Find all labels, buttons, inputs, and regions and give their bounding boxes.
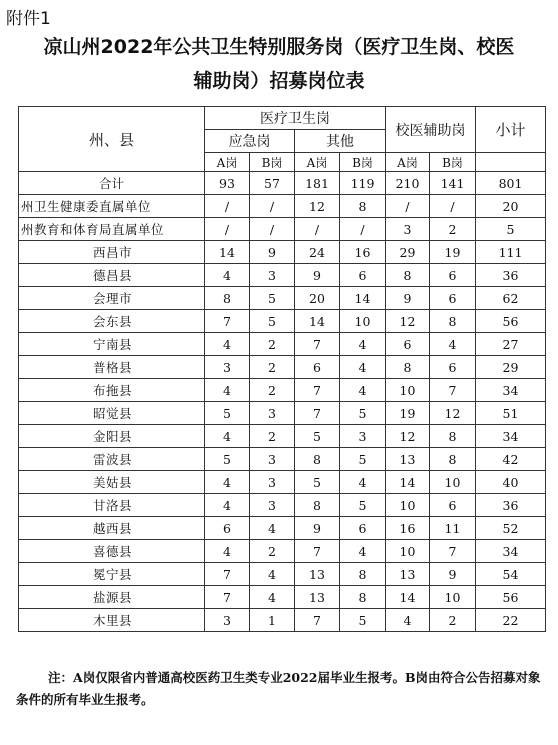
header-school-a: A岗 xyxy=(386,153,430,172)
table-cell: 6 xyxy=(340,517,386,540)
table-cell: 4 xyxy=(205,425,250,448)
table-cell: 4 xyxy=(386,609,430,632)
table-cell: 3 xyxy=(340,425,386,448)
region-name: 木里县 xyxy=(19,609,205,632)
table-cell: 12 xyxy=(295,195,340,218)
region-name: 金阳县 xyxy=(19,425,205,448)
table-cell: 19 xyxy=(386,402,430,425)
table-cell: 181 xyxy=(295,172,340,195)
table-cell: 8 xyxy=(340,586,386,609)
table-cell: 9 xyxy=(250,241,295,264)
table-cell: 8 xyxy=(205,287,250,310)
table-cell: 4 xyxy=(340,471,386,494)
table-cell: 2 xyxy=(250,379,295,402)
table-cell: 6 xyxy=(430,494,476,517)
table-cell: 6 xyxy=(295,356,340,379)
table-cell: 5 xyxy=(205,448,250,471)
table-cell: 7 xyxy=(295,379,340,402)
table-row xyxy=(19,241,546,264)
header-other-a: A岗 xyxy=(295,153,340,172)
table-cell: 3 xyxy=(250,448,295,471)
table-cell: 10 xyxy=(430,586,476,609)
title-line-1: 凉山州2022年公共卫生特别服务岗（医疗卫生岗、校医 xyxy=(43,36,515,58)
table-cell: 7 xyxy=(430,379,476,402)
region-name: 美姑县 xyxy=(19,471,205,494)
table-cell: 14 xyxy=(205,241,250,264)
table-cell: 6 xyxy=(386,333,430,356)
table-cell: 4 xyxy=(250,586,295,609)
table-cell: 5 xyxy=(250,287,295,310)
region-name: 雷波县 xyxy=(19,448,205,471)
table-cell: 7 xyxy=(205,310,250,333)
table-cell: 7 xyxy=(205,586,250,609)
table-cell: 8 xyxy=(295,494,340,517)
table-cell: 14 xyxy=(295,310,340,333)
table-cell: 3 xyxy=(386,218,430,241)
table-cell: 4 xyxy=(205,264,250,287)
table-cell: 16 xyxy=(386,517,430,540)
table-cell: 7 xyxy=(430,540,476,563)
header-emergency: 应急岗 xyxy=(205,130,295,153)
table-cell: 4 xyxy=(340,540,386,563)
table-cell: / xyxy=(205,195,250,218)
region-name: 合计 xyxy=(19,172,205,195)
table-cell: / xyxy=(386,195,430,218)
region-name: 会理市 xyxy=(19,287,205,310)
table-cell: 2 xyxy=(430,218,476,241)
table-cell: 34 xyxy=(476,379,546,402)
table-cell: 36 xyxy=(476,494,546,517)
table-cell: 1 xyxy=(250,609,295,632)
table-cell: 13 xyxy=(386,563,430,586)
table-cell: / xyxy=(340,218,386,241)
table-cell: 13 xyxy=(386,448,430,471)
table-cell: 5 xyxy=(205,402,250,425)
table-cell: 6 xyxy=(430,264,476,287)
region-name: 甘洛县 xyxy=(19,494,205,517)
table-cell: 7 xyxy=(295,540,340,563)
table-cell: 4 xyxy=(340,333,386,356)
table-row xyxy=(19,333,546,356)
table-cell: 6 xyxy=(430,356,476,379)
table-cell: 8 xyxy=(340,563,386,586)
table-row xyxy=(19,517,546,540)
table-cell: 2 xyxy=(250,540,295,563)
table-cell: 5 xyxy=(340,494,386,517)
table-cell: 42 xyxy=(476,448,546,471)
header-subtotal-blank xyxy=(476,153,546,172)
table-cell: 56 xyxy=(476,586,546,609)
table-cell: 10 xyxy=(430,471,476,494)
table-cell: 119 xyxy=(340,172,386,195)
table-cell: 4 xyxy=(250,563,295,586)
table-row xyxy=(19,494,546,517)
header-emergency-b: B岗 xyxy=(250,153,295,172)
region-name: 喜德县 xyxy=(19,540,205,563)
table-cell: 54 xyxy=(476,563,546,586)
region-name: 冕宁县 xyxy=(19,563,205,586)
table-cell: 5 xyxy=(250,310,295,333)
table-cell: 111 xyxy=(476,241,546,264)
region-name: 越西县 xyxy=(19,517,205,540)
table-row xyxy=(19,287,546,310)
table-cell: 3 xyxy=(205,609,250,632)
table-row xyxy=(19,448,546,471)
table-cell: 14 xyxy=(386,471,430,494)
table-row xyxy=(19,195,546,218)
header-subtotal: 小计 xyxy=(476,107,546,153)
region-name: 州教育和体育局直属单位 xyxy=(19,218,205,241)
table-cell: 5 xyxy=(476,218,546,241)
table-cell: 8 xyxy=(386,264,430,287)
table-cell: 22 xyxy=(476,609,546,632)
table-cell: 56 xyxy=(476,310,546,333)
header-region: 州、县 xyxy=(19,107,205,172)
table-row xyxy=(19,563,546,586)
table-cell: 29 xyxy=(386,241,430,264)
table-row xyxy=(19,172,546,195)
table-row xyxy=(19,356,546,379)
table-cell: 5 xyxy=(295,471,340,494)
table-cell: 57 xyxy=(250,172,295,195)
table-row xyxy=(19,425,546,448)
table-cell: / xyxy=(295,218,340,241)
table-cell: 34 xyxy=(476,425,546,448)
region-name: 盐源县 xyxy=(19,586,205,609)
table-cell: 7 xyxy=(295,333,340,356)
table-cell: 93 xyxy=(205,172,250,195)
table-cell: 10 xyxy=(386,494,430,517)
table-cell: 7 xyxy=(295,402,340,425)
table-cell: 801 xyxy=(476,172,546,195)
table-cell: 8 xyxy=(386,356,430,379)
region-name: 昭觉县 xyxy=(19,402,205,425)
table-cell: 4 xyxy=(430,333,476,356)
table-cell: / xyxy=(430,195,476,218)
table-cell: 2 xyxy=(250,356,295,379)
table-cell: 4 xyxy=(205,333,250,356)
table-cell: 40 xyxy=(476,471,546,494)
table-cell: 51 xyxy=(476,402,546,425)
table-cell: 3 xyxy=(205,356,250,379)
table-cell: 8 xyxy=(430,425,476,448)
table-cell: 9 xyxy=(295,517,340,540)
header-other-b: B岗 xyxy=(340,153,386,172)
table-cell: 13 xyxy=(295,563,340,586)
region-name: 布拖县 xyxy=(19,379,205,402)
table-row xyxy=(19,402,546,425)
table-cell: 6 xyxy=(430,287,476,310)
table-cell: 5 xyxy=(340,448,386,471)
table-cell: 12 xyxy=(430,402,476,425)
table-cell: 7 xyxy=(205,563,250,586)
table-row xyxy=(19,264,546,287)
table-cell: 9 xyxy=(295,264,340,287)
table-cell: 11 xyxy=(430,517,476,540)
table-cell: 10 xyxy=(386,379,430,402)
region-name: 普格县 xyxy=(19,356,205,379)
table-cell: 6 xyxy=(205,517,250,540)
header-medical: 医疗卫生岗 xyxy=(205,107,386,130)
header-school-b: B岗 xyxy=(430,153,476,172)
region-name: 会东县 xyxy=(19,310,205,333)
table-cell: 8 xyxy=(295,448,340,471)
header-school: 校医辅助岗 xyxy=(386,107,476,153)
page-title xyxy=(0,30,558,98)
recruitment-table xyxy=(18,106,546,632)
table-cell: 141 xyxy=(430,172,476,195)
table-cell: 3 xyxy=(250,494,295,517)
attachment-label: 附件1 xyxy=(6,9,51,29)
table-cell: 13 xyxy=(295,586,340,609)
table-cell: 2 xyxy=(430,609,476,632)
table-cell: 14 xyxy=(386,586,430,609)
table-cell: 8 xyxy=(340,195,386,218)
table-cell: 12 xyxy=(386,310,430,333)
table-cell: 4 xyxy=(205,494,250,517)
table-cell: / xyxy=(250,195,295,218)
table-cell: 24 xyxy=(295,241,340,264)
table-cell: 34 xyxy=(476,540,546,563)
table-cell: 2 xyxy=(250,333,295,356)
region-name: 州卫生健康委直属单位 xyxy=(19,195,205,218)
table-cell: 29 xyxy=(476,356,546,379)
table-cell: 14 xyxy=(340,287,386,310)
table-row xyxy=(19,540,546,563)
region-name: 德昌县 xyxy=(19,264,205,287)
header-other: 其他 xyxy=(295,130,386,153)
title-line-2: 辅助岗）招募岗位表 xyxy=(193,70,365,92)
table-cell: 4 xyxy=(205,471,250,494)
table-cell: 20 xyxy=(476,195,546,218)
table-cell: 4 xyxy=(340,356,386,379)
table-cell: 10 xyxy=(340,310,386,333)
table-row xyxy=(19,218,546,241)
table-row xyxy=(19,471,546,494)
table-cell: 9 xyxy=(386,287,430,310)
table-cell: 16 xyxy=(340,241,386,264)
table-cell: 4 xyxy=(205,379,250,402)
table-cell: 62 xyxy=(476,287,546,310)
table-cell: 12 xyxy=(386,425,430,448)
table-cell: 4 xyxy=(205,540,250,563)
table-cell: 3 xyxy=(250,402,295,425)
table-row xyxy=(19,609,546,632)
table-cell: 5 xyxy=(340,402,386,425)
header-emergency-a: A岗 xyxy=(205,153,250,172)
table-cell: 6 xyxy=(340,264,386,287)
table-cell: 4 xyxy=(250,517,295,540)
region-name: 西昌市 xyxy=(19,241,205,264)
table-cell: 2 xyxy=(250,425,295,448)
table-cell: 4 xyxy=(340,379,386,402)
table-cell: 8 xyxy=(430,448,476,471)
table-cell: 20 xyxy=(295,287,340,310)
table-cell: 19 xyxy=(430,241,476,264)
table-cell: 7 xyxy=(295,609,340,632)
region-name: 宁南县 xyxy=(19,333,205,356)
table-cell: 52 xyxy=(476,517,546,540)
table-cell: / xyxy=(205,218,250,241)
table-cell: 3 xyxy=(250,264,295,287)
table-cell: 5 xyxy=(340,609,386,632)
table-cell: 27 xyxy=(476,333,546,356)
table-cell: 9 xyxy=(430,563,476,586)
table-row xyxy=(19,586,546,609)
table-cell: 36 xyxy=(476,264,546,287)
footnote: 注：A岗仅限省内普通高校医药卫生类专业2022届毕业生报考。B岗由符合公告招募对象条件的所有毕业生报考。 xyxy=(16,670,541,707)
table-cell: 210 xyxy=(386,172,430,195)
table-row xyxy=(19,379,546,402)
table-cell: / xyxy=(250,218,295,241)
table-cell: 3 xyxy=(250,471,295,494)
table-cell: 10 xyxy=(386,540,430,563)
table-row xyxy=(19,310,546,333)
table-cell: 5 xyxy=(295,425,340,448)
table-cell: 8 xyxy=(430,310,476,333)
